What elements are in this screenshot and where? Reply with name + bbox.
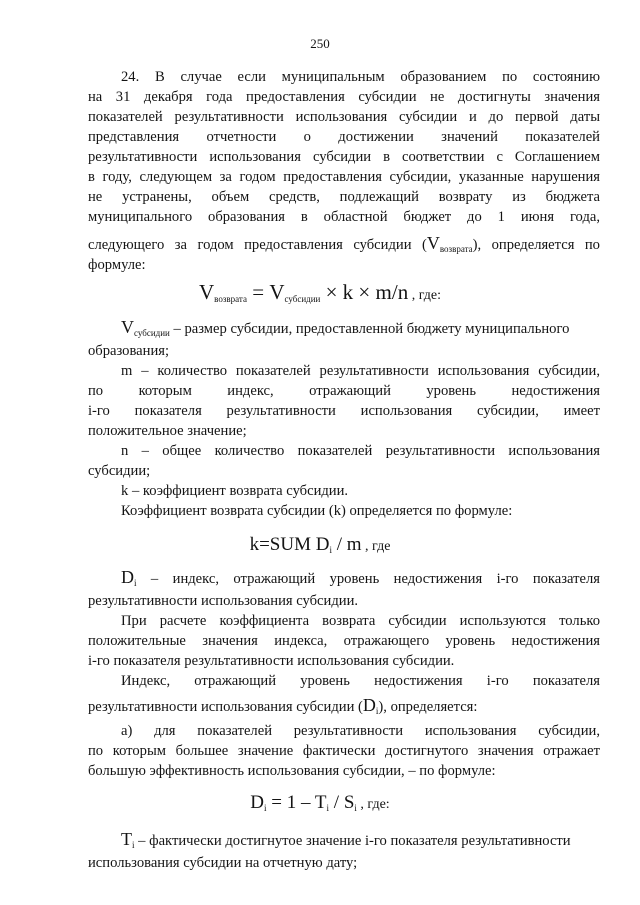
text-line: При расчете коэффициента возврата субсидии используются только	[121, 613, 600, 629]
formula-k: k=SUM $D_i$ / m , где	[249, 534, 391, 555]
text-line: положительные значения индекса, отражающего уровень недостижения	[88, 633, 600, 649]
text-line: i-го показателя результативности использования субсидии.	[88, 653, 455, 669]
definition-v: $V_{субсидии}$ – размер субсидии, предоставленной бюджету муниципального	[121, 317, 570, 338]
text-line: Индекс, отражающий уровень недостижения i-го показателя	[121, 673, 600, 689]
text-line: формуле:	[88, 257, 146, 273]
formula-subscript: возврата	[439, 244, 473, 254]
text-line: не устранены, объем средств, подлежащий возврату из бюджета	[88, 189, 600, 205]
formula-symbol: V	[426, 233, 440, 253]
text-line: показателей результативности использования субсидии и до первой даты	[88, 109, 600, 125]
text-line: по которым индекс, отражающий уровень недостижения	[88, 383, 600, 399]
text-line: в году, следующем за годом предоставления субсидии, указанные нарушения	[88, 169, 600, 185]
page-number: 250	[310, 36, 330, 51]
text-fragment: следующего за годом предоставления субсидии (	[88, 237, 427, 253]
formula-v-return: $V_{возврата} = V_{субсидии} \times k \times m/n$ , где:	[199, 280, 441, 304]
text-line: а) для показателей результативности использования субсидии,	[121, 723, 600, 739]
text-line: 24. В случае если муниципальным образованием по состоянию	[121, 69, 600, 85]
text-line: использования субсидии на отчетную дату;	[88, 855, 358, 871]
formula-d: $D_i = 1 - T_i / S_i$ , где:	[250, 792, 390, 813]
text-line: результативности использования субсидии $(D_i)$, определяется:	[88, 695, 478, 716]
text-line: m – количество показателей результативности использования субсидии,	[121, 363, 600, 379]
text-line: образования;	[88, 343, 170, 359]
text-line: муниципального образования в областной бюджет до 1 июня года,	[88, 209, 600, 225]
text-line: большую эффективность использования субсидии, – по формуле:	[88, 763, 496, 779]
text-line: положительное значение;	[88, 423, 247, 439]
text-line: Коэффициент возврата субсидии (k) определяется по формуле:	[121, 503, 513, 519]
definition-d: $D_i$ – индекс, отражающий уровень недостижения i-го показателя	[121, 567, 600, 588]
text-line: представления отчетности о достижении значений показателей	[88, 129, 600, 145]
text-line: на 31 декабря года предоставления субсидии не достигнуты значения	[88, 89, 600, 105]
text-line: субсидии;	[88, 463, 151, 479]
text-line: результативности использования субсидии.	[88, 593, 359, 609]
text-line: по которым большее значение фактически достигнутого значения отражает	[88, 743, 600, 759]
text-line: результативности использования субсидии в соответствии с Соглашением	[88, 149, 600, 165]
text-line: k – коэффициент возврата субсидии.	[121, 483, 349, 499]
definition-t: $T_i$ – фактически достигнутое значение i-го показателя результативности	[121, 829, 571, 850]
text-line: i-го показателя результативности использования субсидии, имеет	[88, 403, 600, 419]
text-line: n – общее количество показателей результативности использования	[121, 443, 600, 459]
text-fragment: ), определяется по	[472, 237, 600, 253]
